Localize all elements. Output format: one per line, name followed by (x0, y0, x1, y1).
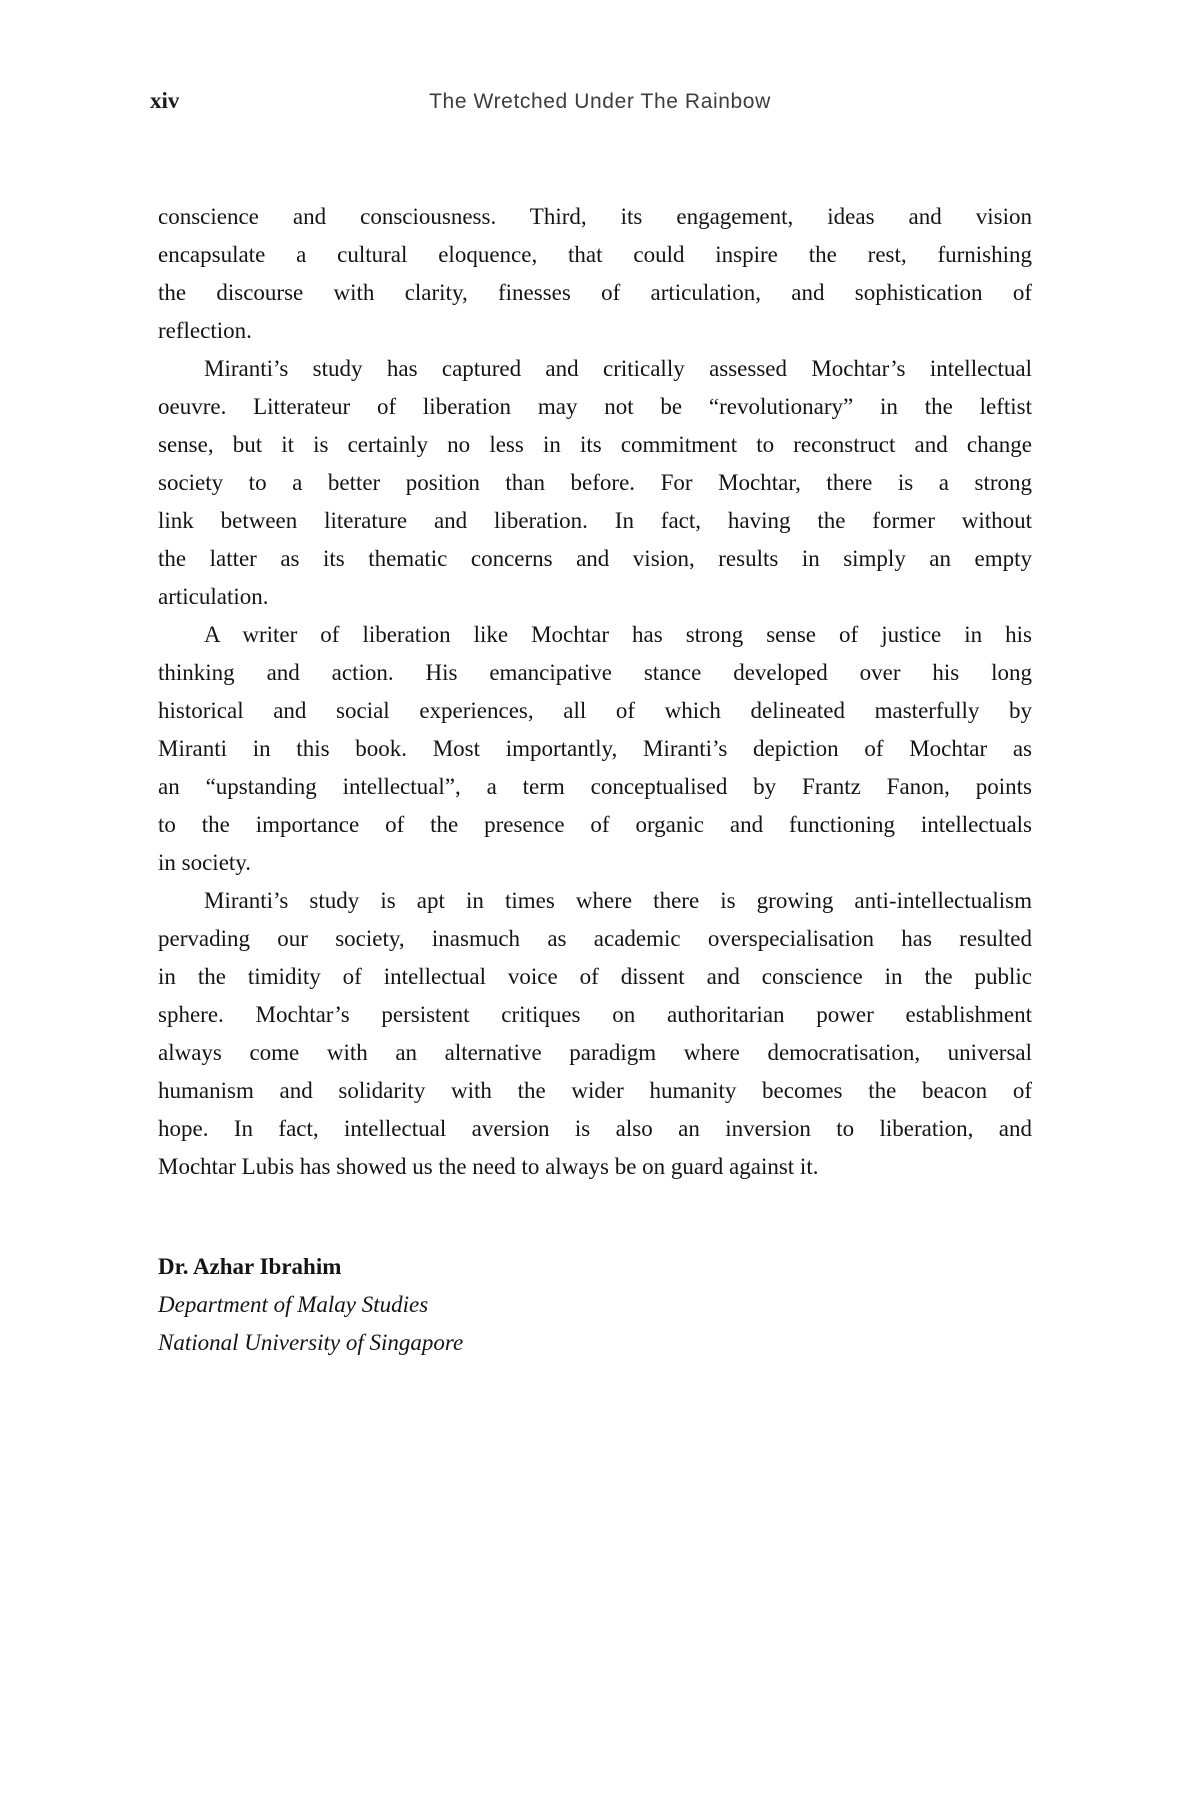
body-text-line: Mochtar Lubis has showed us the need to always be on guard against it. (158, 1154, 819, 1179)
page-number: xiv (150, 88, 180, 113)
body-text-line: sphere. Mochtar’s persistent critiques on authoritarian power establishment (158, 1002, 1032, 1027)
page-body (158, 198, 1032, 1362)
body-text-line: Miranti in this book. Most importantly, Miranti’s depiction of Mochtar as (158, 736, 1032, 761)
body-text-line: thinking and action. His emancipative stance developed over his long (158, 660, 1032, 685)
body-text-line: Miranti’s study has captured and critically assessed Mochtar’s intellectual (204, 356, 1032, 381)
body-text-line: encapsulate a cultural eloquence, that could inspire the rest, furnishing (158, 242, 1032, 267)
paragraph (158, 198, 1032, 350)
body-text-line: always come with an alternative paradigm where democratisation, universal (158, 1040, 1032, 1065)
body-text-line: oeuvre. Litterateur of liberation may not be “revolutionary” in the leftist (158, 394, 1032, 419)
signature-name: Dr. Azhar Ibrahim (158, 1254, 342, 1279)
signature-block (158, 1248, 1032, 1362)
body-text-line: pervading our society, inasmuch as academic overspecialisation has resulted (158, 926, 1032, 951)
signature-university: National University of Singapore (158, 1330, 464, 1355)
body-text-line: the discourse with clarity, finesses of articulation, and sophistication of (158, 280, 1032, 305)
body-text-line: Miranti’s study is apt in times where there is growing anti-intellectualism (204, 888, 1032, 913)
body-text-line: reflection. (158, 318, 252, 343)
body-text-line: link between literature and liberation. In fact, having the former without (158, 508, 1032, 533)
body-text-line: in the timidity of intellectual voice of dissent and conscience in the public (158, 964, 1032, 989)
body-text-line: historical and social experiences, all of which delineated masterfully by (158, 698, 1032, 723)
body-text-line: articulation. (158, 584, 269, 609)
paragraph (158, 350, 1032, 616)
body-text-line: to the importance of the presence of organic and functioning intellectuals (158, 812, 1032, 837)
body-text-line: humanism and solidarity with the wider humanity becomes the beacon of (158, 1078, 1032, 1103)
body-text-line: society to a better position than before. For Mochtar, there is a strong (158, 470, 1032, 495)
body-text-line: the latter as its thematic concerns and vision, results in simply an empty (158, 546, 1032, 571)
body-text-line: sense, but it is certainly no less in its commitment to reconstruct and change (158, 432, 1032, 457)
body-text-line: an “upstanding intellectual”, a term conceptualised by Frantz Fanon, points (158, 774, 1032, 799)
body-text-line: hope. In fact, intellectual aversion is also an inversion to liberation, and (158, 1116, 1032, 1141)
body-text-line: A writer of liberation like Mochtar has strong sense of justice in his (204, 622, 1032, 647)
paragraph (158, 616, 1032, 882)
body-text-line: conscience and consciousness. Third, its engagement, ideas and vision (158, 204, 1032, 229)
running-header-title: The Wretched Under The Rainbow (429, 90, 771, 113)
body-text-line: in society. (158, 850, 252, 875)
paragraph (158, 882, 1032, 1186)
signature-department: Department of Malay Studies (158, 1292, 429, 1317)
